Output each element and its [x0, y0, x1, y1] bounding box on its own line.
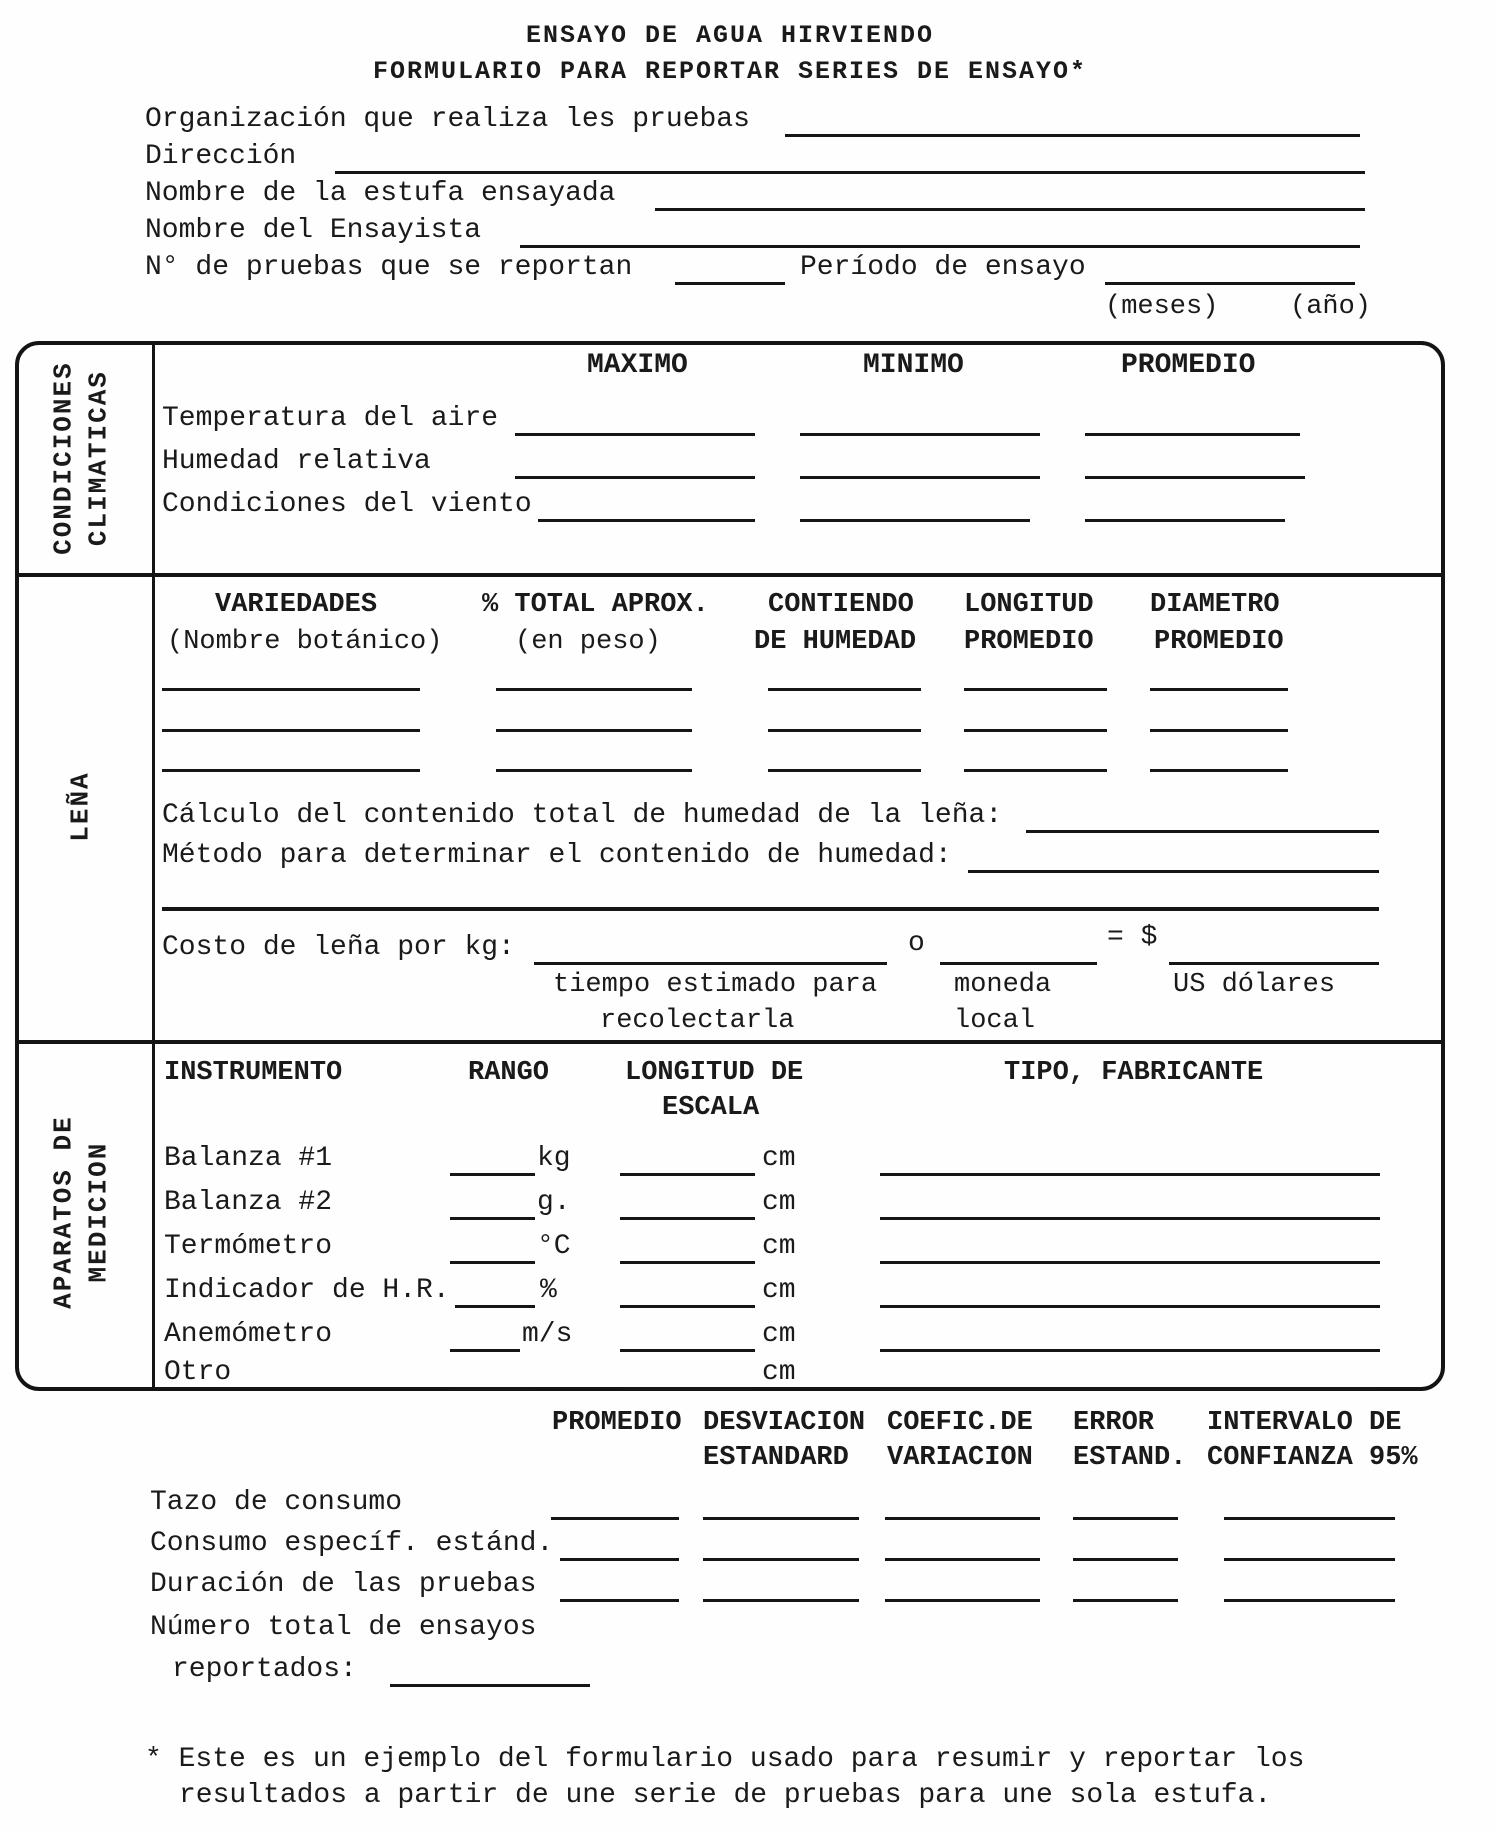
wood-col2-subheader: (en peso) — [515, 627, 661, 657]
stat-row-consumption-label: Tazo de consumo — [150, 1487, 403, 1518]
wind-avg-blank — [1085, 519, 1285, 522]
total-tests-blank — [390, 1684, 590, 1687]
humidity-min-blank — [800, 476, 1040, 479]
test-period-label: Período de ensayo — [800, 252, 1086, 283]
instr-row-hr-type-blank — [880, 1305, 1380, 1308]
instr-col-scale-line2: ESCALA — [662, 1093, 760, 1123]
stat-row1-stdev-blank — [703, 1517, 859, 1520]
stat-row3-err-blank — [1073, 1599, 1178, 1602]
instr-row-hr-range-blank — [455, 1305, 535, 1308]
cost-caption-time-line2: recolectarla — [600, 1006, 795, 1036]
wood-row2-moisture-blank — [768, 729, 921, 732]
wood-row2-diameter-blank — [1150, 729, 1288, 732]
instr-row-balanza1-type-blank — [880, 1173, 1380, 1176]
instr-row-termometro-type-blank — [880, 1261, 1380, 1264]
wood-cost-equals: = $ — [1107, 922, 1158, 953]
address-blank-line — [335, 171, 1365, 174]
instr-row-balanza2-scale-blank — [620, 1217, 755, 1220]
instr-col-name: INSTRUMENTO — [164, 1058, 343, 1088]
wood-row2-length-blank — [964, 729, 1107, 732]
instr-row-otro-label: Otro — [164, 1357, 232, 1388]
tester-name-label: Nombre del Ensayista — [145, 215, 482, 246]
instr-row-balanza2-range-blank — [450, 1217, 535, 1220]
instr-row-anemometro-scale-blank — [620, 1349, 755, 1352]
climatic-col-max: MAXIMO — [587, 350, 688, 381]
stat-col1-header: PROMEDIO — [552, 1408, 682, 1438]
year-caption: (año) — [1290, 292, 1372, 322]
stat-col3-header-line1: COEFIC.DE — [887, 1408, 1033, 1438]
stat-col5-header-line2: CONFIANZA 95% — [1207, 1443, 1418, 1473]
wood-cost-or: o — [908, 928, 925, 959]
test-period-blank-line — [1105, 282, 1355, 285]
instr-col-scale-line1: LONGITUD DE — [625, 1058, 804, 1088]
instr-row-termometro-scale-blank — [620, 1261, 755, 1264]
section-divider-fuelwood-instruments — [19, 1040, 1441, 1044]
num-tests-label: N° de pruebas que se reportan — [145, 252, 633, 283]
moisture-calc-blank — [1026, 830, 1379, 833]
total-tests-label-line2: reportados: — [172, 1654, 357, 1685]
instr-row-termometro-label: Termómetro — [164, 1231, 333, 1262]
wood-cost-local-blank — [940, 962, 1097, 965]
instr-col-range: RANGO — [468, 1058, 550, 1088]
wood-row3-diameter-blank — [1150, 769, 1288, 772]
stat-col5-header-line1: INTERVALO DE — [1207, 1408, 1402, 1438]
stat-row2-stdev-blank — [703, 1558, 859, 1561]
humidity-label: Humedad relativa — [162, 446, 431, 477]
instruments-section-label-cell — [15, 1044, 148, 1381]
wood-row3-percent-blank — [496, 769, 692, 772]
wind-label: Condiciones del viento — [162, 489, 532, 520]
wood-col5-header: DIAMETRO — [1150, 590, 1280, 620]
stove-name-label: Nombre de la estufa ensayada — [145, 178, 616, 209]
climatic-section-label: CONDICIONES CLIMATICAS — [48, 361, 114, 555]
num-tests-blank-line — [675, 282, 785, 285]
form-subtitle: FORMULARIO PARA REPORTAR SERIES DE ENSAYO* — [372, 57, 1088, 86]
instr-row-hr-label: Indicador de H.R. — [164, 1275, 450, 1306]
instr-row-balanza2-range-unit: g. — [537, 1187, 571, 1218]
climatic-section-label-cell — [15, 345, 148, 571]
stat-row-specific-label: Consumo específ. estánd. — [150, 1528, 554, 1559]
instr-row-termometro-range-unit: °C — [537, 1231, 571, 1262]
wood-col2-header: % TOTAL APROX. — [482, 590, 709, 620]
wind-max-blank — [538, 519, 755, 522]
cost-caption-usd: US dólares — [1173, 970, 1336, 1000]
humidity-avg-blank — [1085, 476, 1305, 479]
wood-row3-moisture-blank — [768, 769, 921, 772]
instruments-section-label: APARATOS DE MEDICION — [48, 1115, 114, 1310]
instr-row-balanza1-range-unit: kg — [537, 1143, 571, 1174]
stat-col4-header-line2: ESTAND. — [1073, 1443, 1187, 1473]
instr-col-type: TIPO, FABRICANTE — [1004, 1058, 1264, 1088]
instr-row-hr-scale-blank — [620, 1305, 755, 1308]
fuelwood-section-label: LEÑA — [65, 771, 96, 842]
climatic-col-avg: PROMEDIO — [1121, 350, 1256, 381]
wood-cost-usd-blank — [1169, 962, 1379, 965]
wood-row3-variety-blank — [162, 769, 420, 772]
stat-row1-coef-blank — [885, 1517, 1040, 1520]
cost-caption-time-line1: tiempo estimado para — [553, 970, 878, 1000]
stat-row1-ci-blank — [1224, 1517, 1395, 1520]
stat-row-duration-label: Duración de las pruebas — [150, 1569, 537, 1600]
humidity-max-blank — [515, 476, 755, 479]
cost-caption-currency-line1: moneda — [954, 970, 1052, 1000]
tester-name-blank-line — [520, 245, 1360, 248]
organization-label: Organización que realiza les pruebas — [145, 104, 750, 135]
instr-row-anemometro-label: Anemómetro — [164, 1319, 333, 1350]
moisture-calc-label: Cálculo del contenido total de humedad de la leña: — [162, 800, 1003, 831]
stat-col4-header-line1: ERROR — [1073, 1408, 1155, 1438]
wood-col3-subheader: DE HUMEDAD — [754, 627, 917, 657]
wood-col3-header: CONTIENDO — [768, 590, 914, 620]
wood-row1-moisture-blank — [768, 688, 921, 691]
stat-col3-header-line2: VARIACION — [887, 1443, 1033, 1473]
instr-row-hr-scale-unit: cm — [762, 1275, 796, 1306]
organization-blank-line — [785, 134, 1360, 137]
moisture-method-blank-line2 — [162, 907, 1379, 911]
air-temp-label: Temperatura del aire — [162, 403, 499, 434]
wind-min-blank — [800, 519, 1030, 522]
wood-col5-subheader: PROMEDIO — [1154, 627, 1284, 657]
wood-row1-length-blank — [964, 688, 1107, 691]
footnote-line1: * Este es un ejemplo del formulario usado para resumir y reportar los — [145, 1744, 1305, 1775]
wood-cost-time-blank — [534, 962, 887, 965]
wood-row1-variety-blank — [162, 688, 420, 691]
instr-row-balanza1-label: Balanza #1 — [164, 1143, 333, 1174]
air-temp-max-blank — [515, 433, 755, 436]
wood-row1-percent-blank — [496, 688, 692, 691]
wood-col4-subheader: PROMEDIO — [964, 627, 1094, 657]
wood-col1-header: VARIEDADES — [215, 590, 378, 620]
months-caption: (meses) — [1105, 292, 1219, 322]
instr-row-hr-range-unit: % — [540, 1275, 557, 1306]
instr-row-otro-scale-blank — [620, 1387, 755, 1390]
stove-name-blank-line — [655, 208, 1365, 211]
stat-row1-avg-blank — [551, 1517, 679, 1520]
stat-col2-header-line2: ESTANDARD — [703, 1443, 849, 1473]
instr-row-balanza2-type-blank — [880, 1217, 1380, 1220]
instr-row-anemometro-scale-unit: cm — [762, 1319, 796, 1350]
instr-row-balanza2-scale-unit: cm — [762, 1187, 796, 1218]
form-title: ENSAYO DE AGUA HIRVIENDO — [525, 21, 935, 50]
moisture-method-label: Método para determinar el contenido de humedad: — [162, 840, 952, 871]
stat-row2-avg-blank — [560, 1558, 679, 1561]
wood-cost-label: Costo de leña por kg: — [162, 932, 515, 963]
section-divider-climatic-fuelwood — [19, 573, 1441, 577]
climatic-col-min: MINIMO — [863, 350, 964, 381]
stat-row1-err-blank — [1073, 1517, 1178, 1520]
section-label-column-divider — [152, 345, 155, 1387]
instr-row-balanza1-scale-blank — [620, 1173, 755, 1176]
instr-row-balanza2-label: Balanza #2 — [164, 1187, 333, 1218]
instr-row-otro-scale-unit: cm — [762, 1357, 796, 1388]
cost-caption-currency-line2: local — [954, 1006, 1036, 1036]
instr-row-balanza1-scale-unit: cm — [762, 1143, 796, 1174]
instr-row-balanza1-range-blank — [450, 1173, 535, 1176]
wood-col1-subheader: (Nombre botánico) — [167, 627, 443, 657]
stat-row3-ci-blank — [1224, 1599, 1395, 1602]
air-temp-avg-blank — [1085, 433, 1300, 436]
instr-row-anemometro-range-unit: m/s — [522, 1319, 573, 1350]
moisture-method-blank — [968, 870, 1379, 873]
total-tests-label-line1: Número total de ensayos — [150, 1612, 537, 1643]
wood-row3-length-blank — [964, 769, 1107, 772]
instr-row-termometro-scale-unit: cm — [762, 1231, 796, 1262]
stat-row3-coef-blank — [885, 1599, 1040, 1602]
footnote-line2: resultados a partir de une serie de pruebas para une sola estufa. — [179, 1780, 1272, 1811]
air-temp-min-blank — [800, 433, 1040, 436]
wood-row2-variety-blank — [162, 729, 420, 732]
wood-row1-diameter-blank — [1150, 688, 1288, 691]
stat-row2-coef-blank — [885, 1558, 1040, 1561]
address-label: Dirección — [145, 141, 297, 172]
stat-col2-header-line1: DESVIACION — [703, 1408, 866, 1438]
wood-row2-percent-blank — [496, 729, 692, 732]
instr-row-otro-type-blank — [880, 1387, 1380, 1390]
instr-row-anemometro-type-blank — [880, 1349, 1380, 1352]
stat-row3-avg-blank — [560, 1599, 679, 1602]
wood-col4-header: LONGITUD — [964, 590, 1094, 620]
stat-row3-stdev-blank — [703, 1599, 859, 1602]
fuelwood-section-label-cell — [15, 577, 148, 1036]
stat-row2-err-blank — [1073, 1558, 1178, 1561]
instr-row-termometro-range-blank — [450, 1261, 535, 1264]
instr-row-otro-range-blank — [450, 1387, 535, 1390]
instr-row-anemometro-range-blank — [450, 1349, 520, 1352]
stat-row2-ci-blank — [1224, 1558, 1395, 1561]
